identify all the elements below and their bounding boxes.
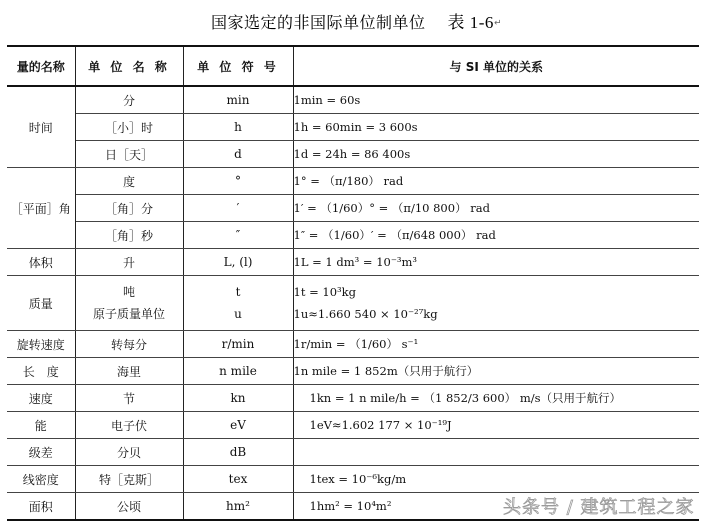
- quantity-cell: ［平面］角: [7, 168, 75, 249]
- relation-cell: 1″ = （1/60）′ = （π/648 000） rad: [293, 222, 699, 249]
- quantity-cell: 能: [7, 412, 75, 439]
- table-row: [7, 331, 699, 358]
- unit-name-cell: ［角］秒: [75, 222, 183, 249]
- unit-name-line: 吨: [122, 285, 135, 299]
- unit-symbol-cell: hm²: [183, 493, 293, 521]
- header-si-relation: 与 SI 单位的关系: [293, 46, 699, 86]
- unit-symbol-cell: ′: [183, 195, 293, 222]
- relation-cell: 1° = （π/180） rad: [293, 168, 699, 195]
- relation-line: 1u≈1.660 540 × 10⁻²⁷kg: [293, 307, 438, 321]
- unit-name-cell: [75, 276, 183, 331]
- watermark: 头条号 / 建筑工程之家: [503, 497, 695, 518]
- unit-name-cell: 电子伏: [75, 412, 183, 439]
- unit-name-line: 原子质量单位: [92, 307, 165, 321]
- relation-line: 1t = 10³kg: [293, 285, 356, 299]
- unit-name-cell: 公顷: [75, 493, 183, 521]
- unit-name-cell: 日［天］: [75, 141, 183, 168]
- unit-symbol-cell: [183, 276, 293, 331]
- unit-name-cell: 转每分: [75, 331, 183, 358]
- unit-symbol-cell: n mile: [183, 358, 293, 385]
- unit-name-cell: 分: [75, 86, 183, 114]
- relation-cell: [293, 439, 699, 466]
- unit-symbol-cell: eV: [183, 412, 293, 439]
- relation-cell: [293, 276, 699, 331]
- unit-symbol-cell: L, (l): [183, 249, 293, 276]
- unit-name-cell: 节: [75, 385, 183, 412]
- unit-name-cell: 特［克斯］: [75, 466, 183, 493]
- relation-cell: 1d = 24h = 86 400s: [293, 141, 699, 168]
- unit-symbol-line: t: [235, 285, 241, 299]
- unit-name-cell: 分贝: [75, 439, 183, 466]
- header-unit-name: 单 位 名 称: [75, 46, 183, 86]
- unit-symbol-cell: min: [183, 86, 293, 114]
- relation-cell: 1L = 1 dm³ = 10⁻³m³: [293, 249, 699, 276]
- quantity-cell: 体积: [7, 249, 75, 276]
- relation-cell: 1eV≈1.602 177 × 10⁻¹⁹J: [293, 412, 699, 439]
- quantity-cell: 级差: [7, 439, 75, 466]
- header-row: [7, 46, 699, 86]
- document-title: [0, 8, 713, 33]
- unit-symbol-cell: dB: [183, 439, 293, 466]
- quantity-cell: 速度: [7, 385, 75, 412]
- table-row: [7, 114, 699, 141]
- unit-symbol-cell: r/min: [183, 331, 293, 358]
- relation-cell: 1min = 60s: [293, 86, 699, 114]
- unit-name-cell: ［小］时: [75, 114, 183, 141]
- unit-name-cell: 升: [75, 249, 183, 276]
- table-row: [7, 439, 699, 466]
- unit-symbol-line: u: [234, 307, 242, 321]
- table-row: [7, 385, 699, 412]
- unit-symbol-cell: ″: [183, 222, 293, 249]
- table-row: [7, 276, 699, 331]
- relation-cell: 1hm² = 10⁴m²: [293, 493, 699, 521]
- return-mark-icon: ↵: [493, 18, 502, 29]
- relation-cell: 1kn = 1 n mile/h = （1 852/3 600） m/s（只用于航行）: [293, 385, 699, 412]
- unit-name-cell: ［角］分: [75, 195, 183, 222]
- quantity-cell: 面积: [7, 493, 75, 521]
- unit-symbol-cell: d: [183, 141, 293, 168]
- units-table: [7, 45, 699, 521]
- quantity-cell: 长 度: [7, 358, 75, 385]
- table-row: [7, 222, 699, 249]
- relation-cell: 1n mile = 1 852m（只用于航行）: [293, 358, 699, 385]
- table-row: [7, 86, 699, 114]
- header-quantity: 量的名称: [7, 46, 75, 86]
- quantity-cell: 质量: [7, 276, 75, 331]
- title-text: 国家选定的非国际单位制单位: [211, 13, 426, 32]
- unit-symbol-cell: tex: [183, 466, 293, 493]
- table-row: [7, 466, 699, 493]
- unit-symbol-cell: kn: [183, 385, 293, 412]
- relation-cell: 1r/min = （1/60） s⁻¹: [293, 331, 699, 358]
- quantity-cell: 旋转速度: [7, 331, 75, 358]
- header-unit-symbol: 单 位 符 号: [183, 46, 293, 86]
- table-row: [7, 358, 699, 385]
- table-row: [7, 141, 699, 168]
- unit-name-cell: 海里: [75, 358, 183, 385]
- relation-cell: 1′ = （1/60）° = （π/10 800） rad: [293, 195, 699, 222]
- table-row: [7, 195, 699, 222]
- unit-symbol-cell: °: [183, 168, 293, 195]
- unit-name-cell: 度: [75, 168, 183, 195]
- table-row: [7, 412, 699, 439]
- quantity-cell: 线密度: [7, 466, 75, 493]
- relation-cell: 1h = 60min = 3 600s: [293, 114, 699, 141]
- table-number: 表 1-6: [447, 13, 494, 32]
- relation-cell: 1tex = 10⁻⁶kg/m: [293, 466, 699, 493]
- unit-symbol-cell: h: [183, 114, 293, 141]
- quantity-cell: 时间: [7, 86, 75, 168]
- table-row: [7, 249, 699, 276]
- table-row: [7, 168, 699, 195]
